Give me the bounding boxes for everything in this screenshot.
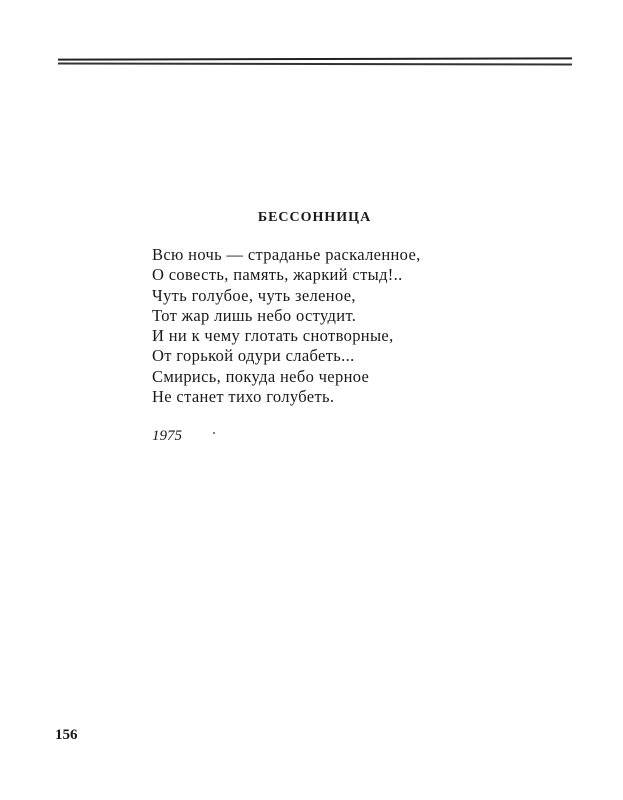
page-number: 156 xyxy=(55,727,78,743)
poem-line: И ни к чему глотать снотворные, xyxy=(152,326,394,346)
poem-body xyxy=(152,245,421,407)
poem-line: Смирись, покуда небо черное xyxy=(152,366,370,386)
poem-line: Тот жар лишь небо остудит. xyxy=(152,305,357,325)
poem-title: БЕССОННИЦА xyxy=(257,210,372,225)
poem-line: Не станет тихо голубеть. xyxy=(152,387,335,407)
header-rule-bottom xyxy=(58,62,572,65)
poem-line: Всю ночь — страданье раскаленное, xyxy=(152,245,421,264)
poem-line: О совесть, память, жаркий стыд!.. xyxy=(152,265,403,285)
header-rule-top xyxy=(58,57,572,60)
poem-line: От горькой одури слабеть... xyxy=(152,346,355,366)
poem-line: Чуть голубое, чуть зеленое, xyxy=(152,285,356,305)
print-speck xyxy=(213,432,215,434)
poem-date: 1975 xyxy=(152,428,182,444)
